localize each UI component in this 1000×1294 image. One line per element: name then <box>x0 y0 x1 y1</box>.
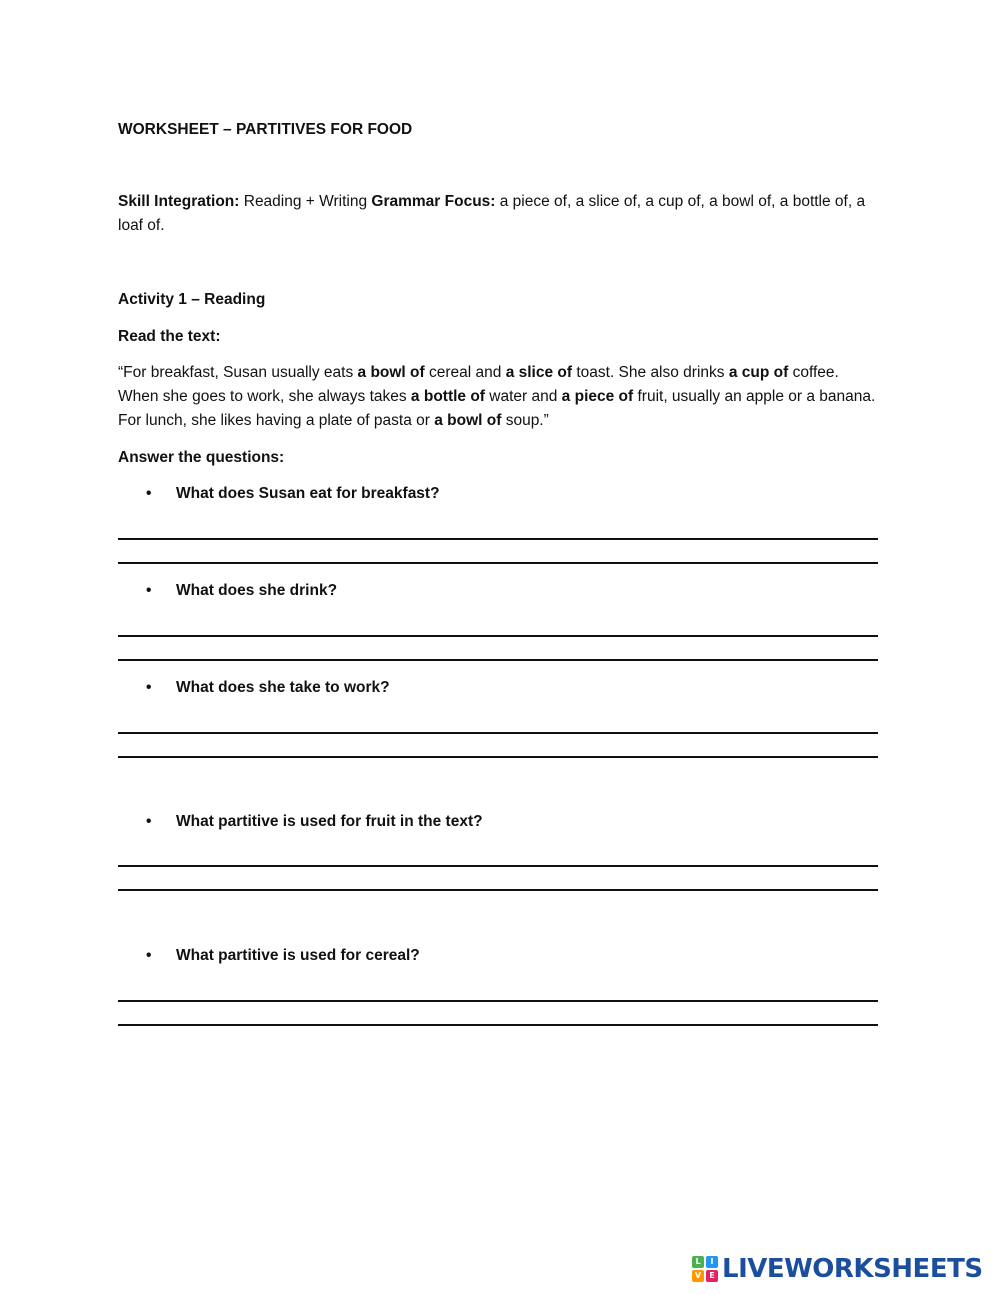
live-badge-icon <box>692 1256 718 1282</box>
answer-input[interactable] <box>118 613 882 635</box>
logo-text: LIVEWORKSHEETS <box>722 1254 983 1284</box>
question-item <box>146 579 337 603</box>
question-text: What partitive is used for cereal? <box>176 947 420 964</box>
answer-line <box>118 562 878 564</box>
answer-line <box>118 659 878 661</box>
read-label: Read the text: <box>118 328 221 345</box>
text-segment: water and <box>484 388 562 405</box>
answer-input[interactable] <box>118 1002 882 1024</box>
liveworksheets-logo[interactable] <box>692 1254 983 1284</box>
text-segment: cereal and <box>424 364 506 381</box>
answer-line <box>118 756 878 758</box>
answer-input[interactable] <box>118 516 882 538</box>
logo-mark-tile: E <box>706 1270 718 1282</box>
question-item <box>146 810 483 834</box>
question-text: What partitive is used for fruit in the text? <box>176 813 483 830</box>
text-segment: toast. She also drinks <box>572 364 729 381</box>
answer-input[interactable] <box>118 867 882 889</box>
question-item <box>146 482 440 506</box>
logo-mark-tile: V <box>692 1270 704 1282</box>
bullet-icon: • <box>146 485 152 502</box>
question-text: What does Susan eat for breakfast? <box>176 485 440 502</box>
text-segment: fruit, usually an apple or a banana. For lunch, she likes having a plate of pasta or <box>118 388 876 429</box>
skill-label: Skill Integration: <box>118 193 240 210</box>
question-text: What does she take to work? <box>176 679 390 696</box>
logo-mark-tile: I <box>706 1256 718 1268</box>
activity-title: Activity 1 – Reading <box>118 291 266 308</box>
bullet-icon: • <box>146 582 152 599</box>
bullet-icon: • <box>146 947 152 964</box>
skill-value: Reading + Writing <box>239 193 372 210</box>
question-item <box>146 944 420 968</box>
grammar-value: a piece of, a slice of, a cup of, a bowl of, a bottle of, a loaf of. <box>118 193 866 234</box>
answer-input[interactable] <box>118 637 882 659</box>
partitive-highlight: a bowl of <box>434 412 502 429</box>
text-segment: soup.” <box>501 412 549 429</box>
answer-label: Answer the questions: <box>118 449 285 466</box>
text-segment: coffee. When she goes to work, she always takes <box>118 364 839 405</box>
grammar-label: Grammar Focus: <box>371 193 496 210</box>
answer-input[interactable] <box>118 734 882 756</box>
skill-grammar-info <box>118 190 878 238</box>
worksheet-title: WORKSHEET – PARTITIVES FOR FOOD <box>118 121 413 138</box>
partitive-highlight: a cup of <box>728 364 789 381</box>
answer-input[interactable] <box>118 540 882 562</box>
partitive-highlight: a bottle of <box>410 388 485 405</box>
logo-mark-tile: L <box>692 1256 704 1268</box>
partitive-highlight: a piece of <box>561 388 634 405</box>
answer-input[interactable] <box>118 978 882 1000</box>
answer-line <box>118 1024 878 1026</box>
partitive-highlight: a slice of <box>505 364 573 381</box>
question-item <box>146 676 390 700</box>
bullet-icon: • <box>146 813 152 830</box>
reading-text <box>118 361 878 433</box>
bullet-icon: • <box>146 679 152 696</box>
text-segment: “For breakfast, Susan usually eats <box>118 364 358 381</box>
answer-input[interactable] <box>118 710 882 732</box>
answer-line <box>118 889 878 891</box>
answer-input[interactable] <box>118 843 882 865</box>
question-text: What does she drink? <box>176 582 338 599</box>
partitive-highlight: a bowl of <box>357 364 425 381</box>
